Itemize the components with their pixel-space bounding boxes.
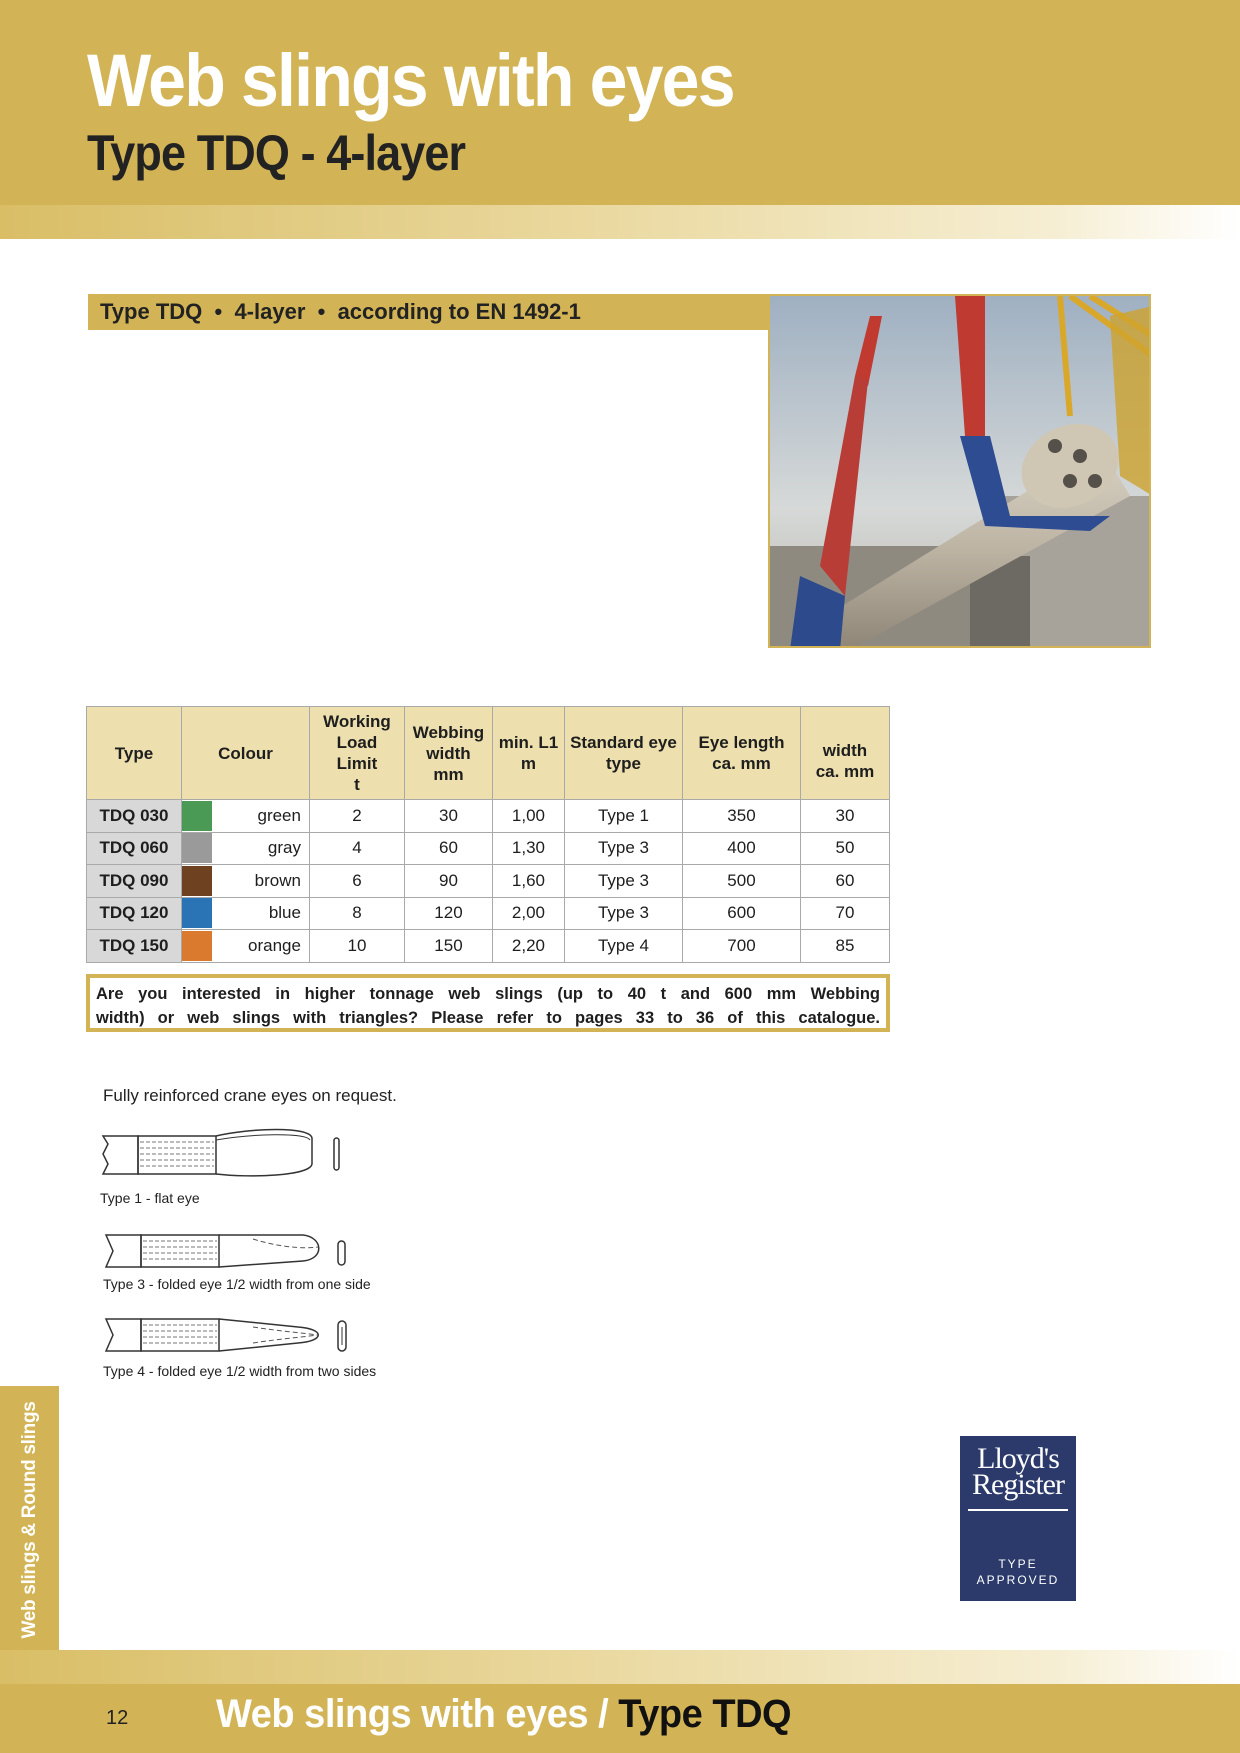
logo-name-line: Register [972, 1468, 1064, 1501]
cell-wll: 6 [309, 865, 404, 898]
table-header-row [87, 707, 890, 800]
cell-eye-type: Type 3 [564, 832, 682, 865]
cell-wll: 4 [309, 832, 404, 865]
colour-swatch [182, 897, 212, 930]
cell-type: TDQ 090 [87, 865, 182, 898]
logo-tag-line: TYPE [998, 1557, 1038, 1571]
header-width-line: width [822, 741, 868, 760]
header-gradient [0, 205, 1240, 239]
cell-eye-type: Type 3 [564, 897, 682, 930]
cell-eye-type: Type 3 [564, 865, 682, 898]
header-wll-line: Limit [336, 754, 378, 773]
footer-gradient [0, 1650, 1240, 1684]
cell-colour: brown [212, 865, 310, 898]
cell-colour: green [212, 800, 310, 833]
colour-swatch [182, 865, 212, 898]
header-webbing-line: width [426, 743, 471, 763]
cell-webbing: 120 [404, 897, 492, 930]
header-type: Type [87, 707, 182, 800]
header-eye-length-line: Eye length [698, 733, 785, 752]
page-number: 12 [106, 1707, 129, 1729]
footer-title [216, 1692, 791, 1737]
cell-type: TDQ 150 [87, 930, 182, 963]
photo-illustration [770, 296, 1151, 648]
cell-width: 85 [800, 930, 889, 963]
flat-eye-diagram [100, 1126, 345, 1182]
cell-wll: 10 [309, 930, 404, 963]
spec-separator: • [214, 299, 223, 324]
table-row [87, 832, 890, 865]
header-eye-type-line: Standard eye [570, 733, 677, 752]
page-title: Web slings with eyes [87, 39, 734, 122]
colour-swatch [182, 800, 212, 833]
cell-width: 50 [800, 832, 889, 865]
header-wll-line: t [354, 775, 360, 794]
header-webbing-line: mm [433, 764, 464, 784]
cell-wll: 2 [309, 800, 404, 833]
cell-eye-length: 350 [682, 800, 800, 833]
table-row [87, 865, 890, 898]
cell-width: 70 [800, 897, 889, 930]
cell-minl1: 2,20 [492, 930, 564, 963]
cell-webbing: 90 [404, 865, 492, 898]
cell-eye-type: Type 4 [564, 930, 682, 963]
crane-lifting-pipe-photo [768, 294, 1151, 648]
folded-eye-one-side-diagram [103, 1229, 353, 1275]
cell-minl1: 1,30 [492, 832, 564, 865]
spec-separator: • [317, 299, 326, 324]
cell-eye-length: 600 [682, 897, 800, 930]
logo-tagline [960, 1556, 1076, 1588]
header-minl1-line: min. L1 [498, 733, 559, 752]
cell-type: TDQ 060 [87, 832, 182, 865]
cell-webbing: 150 [404, 930, 492, 963]
header-wll [309, 707, 404, 800]
logo-name [960, 1442, 1076, 1501]
cell-minl1: 2,00 [492, 897, 564, 930]
header-minl1-line: m [520, 754, 537, 773]
header-width [800, 707, 889, 800]
header-wll-line: Load [336, 733, 378, 752]
header-eye-length [682, 707, 800, 800]
header-eye-type-line: type [605, 754, 641, 773]
cell-eye-length: 700 [682, 930, 800, 963]
header-webbing [404, 707, 492, 800]
type3-caption: Type 3 - folded eye 1/2 width from one side [103, 1276, 371, 1292]
cell-type: TDQ 120 [87, 897, 182, 930]
footer-title-main: Web slings with eyes / [216, 1692, 619, 1736]
cell-width: 30 [800, 800, 889, 833]
spec-bar [88, 294, 768, 330]
spec-standard: according to EN 1492-1 [337, 299, 581, 324]
cell-colour: blue [212, 897, 310, 930]
cell-minl1: 1,60 [492, 865, 564, 898]
header-eye-length-line: ca. mm [712, 754, 771, 773]
cell-eye-length: 400 [682, 832, 800, 865]
cell-colour: orange [212, 930, 310, 963]
spec-table [86, 706, 890, 963]
higher-tonnage-notice [86, 974, 890, 1032]
type4-caption: Type 4 - folded eye 1/2 width from two sides [103, 1363, 377, 1379]
header-wll-line: Working [323, 712, 391, 731]
notice-line: width) or web slings with triangles? Please refer to pages 33 to 36 of this catalogue. [96, 1009, 880, 1027]
colour-swatch [182, 832, 212, 865]
spec-type: Type TDQ [100, 299, 203, 324]
header-width-line: ca. mm [815, 762, 875, 781]
logo-name-line: Lloyd's [977, 1442, 1059, 1475]
table-row [87, 930, 890, 963]
cell-colour: gray [212, 832, 310, 865]
spec-layers: 4-layer [234, 299, 306, 324]
cell-webbing: 60 [404, 832, 492, 865]
notice-line: Are you interested in higher tonnage web slings (up to 40 t and 600 mm Webbing [96, 985, 880, 1003]
cell-eye-type: Type 1 [564, 800, 682, 833]
table-row [87, 897, 890, 930]
cell-minl1: 1,00 [492, 800, 564, 833]
cell-type: TDQ 030 [87, 800, 182, 833]
reinforced-eyes-note: Fully reinforced crane eyes on request. [103, 1086, 397, 1105]
cell-webbing: 30 [404, 800, 492, 833]
cell-eye-length: 500 [682, 865, 800, 898]
header-webbing-line: Webbing [412, 722, 485, 742]
page-subtitle: Type TDQ - 4-layer [87, 125, 466, 181]
cell-wll: 8 [309, 897, 404, 930]
lloyds-register-logo [960, 1436, 1076, 1601]
cell-width: 60 [800, 865, 889, 898]
footer-title-type: Type TDQ [618, 1692, 792, 1736]
type1-caption: Type 1 - flat eye [100, 1190, 200, 1206]
logo-rule [968, 1509, 1068, 1511]
header-eye-type [564, 707, 682, 800]
table-row [87, 800, 890, 833]
header-colour: Colour [182, 707, 310, 800]
side-section-label: Web slings & Round slings [19, 1401, 40, 1639]
header-minl1 [492, 707, 564, 800]
colour-swatch [182, 930, 212, 963]
logo-tag-line: APPROVED [976, 1573, 1060, 1587]
folded-eye-two-sides-diagram [103, 1313, 353, 1359]
